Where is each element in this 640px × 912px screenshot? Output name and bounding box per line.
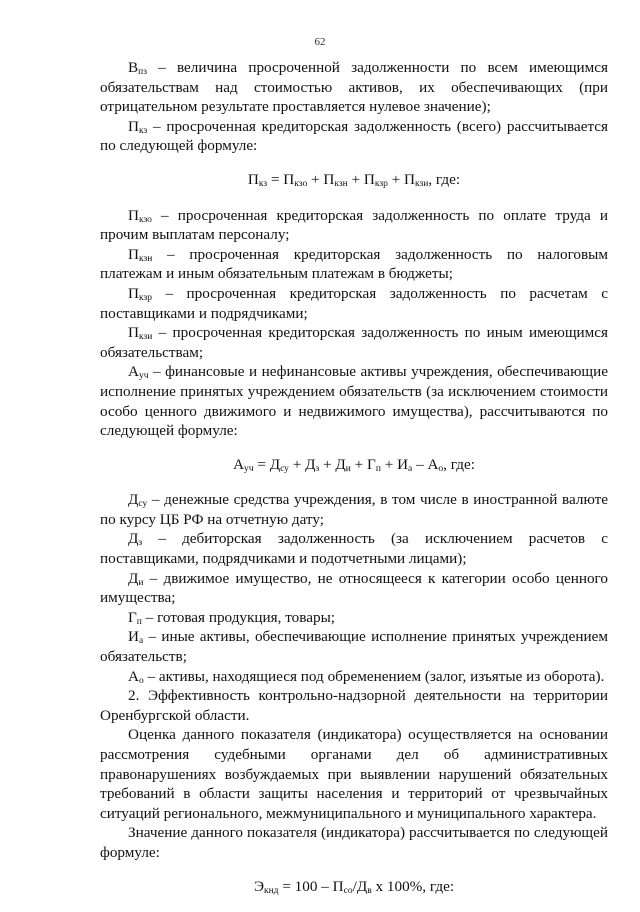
symbol-subscript: и <box>138 577 144 588</box>
formula-term: + Д <box>288 455 316 473</box>
symbol-subscript: о <box>138 675 144 686</box>
body-paragraph: Оценка данного показателя (индикатора) осуществляется на основании рассмотрения судебными органами дел об административных правонарушениях возбуждаемых при выявлении нарушений обязательных требований в области защиты населения и территорий от чрезвычайных ситуаций регионального, межмуниципального и муниципального характера. <box>100 726 608 822</box>
definition-paragraph <box>100 627 608 666</box>
formula-subscript: и <box>345 463 351 474</box>
symbol-subscript: кзо <box>138 214 152 225</box>
formula-subscript: кнд <box>263 885 279 896</box>
formula-term: + Д <box>319 455 346 473</box>
symbol: Д <box>128 491 139 509</box>
formula-term: х 100%, где: <box>371 877 455 895</box>
definition-text: – готовая продукция, товары; <box>141 608 336 626</box>
formula-term: – А <box>412 455 439 473</box>
symbol: Д <box>128 530 139 548</box>
formula-subscript: кзр <box>374 178 388 189</box>
definition-paragraph <box>100 245 608 284</box>
symbol: П <box>128 206 139 224</box>
formula-subscript: в <box>367 885 372 896</box>
symbol-subscript: кзи <box>138 332 153 343</box>
symbol: В <box>128 59 139 76</box>
symbol-subscript: кзн <box>138 253 153 264</box>
formula-term: = П <box>267 170 295 188</box>
definition-text: – дебиторская задолженность (за исключением расчетов с поставщиками, подрядчиками и подотчетными лицами); <box>100 530 608 568</box>
formula-term: , где: <box>428 170 461 188</box>
symbol: А <box>128 667 139 685</box>
definition-text: – просроченная кредиторская задолженность по расчетам с поставщиками и подрядчиками; <box>100 284 608 322</box>
definition-paragraph <box>100 608 608 628</box>
definition-text: – просроченная кредиторская задолженность по иным имеющимся обязательствам; <box>100 324 608 361</box>
formula-term: П <box>247 170 259 188</box>
definition-text: – активы, находящиеся под обременением (залог, изъятые из оборота). <box>143 667 605 685</box>
definition-paragraph <box>100 569 608 608</box>
formula-subscript: уч <box>244 463 254 474</box>
formula-term: + П <box>307 170 335 188</box>
symbol-subscript: су <box>138 499 148 510</box>
formula-subscript: а <box>408 463 413 474</box>
symbol: П <box>128 245 139 263</box>
definition-paragraph <box>100 206 608 245</box>
formula-term: , где: <box>443 455 475 473</box>
definition-text: – движимое имущество, не относящееся к категории особо ценного имущества; <box>100 569 608 607</box>
page-number: 62 <box>314 36 326 48</box>
symbol: А <box>128 363 139 381</box>
definition-text: – иные активы, обеспечивающие исполнение принятых учреждением обязательств; <box>100 628 608 666</box>
symbol-subscript: кзр <box>138 292 152 303</box>
formula-term: = Д <box>253 455 281 473</box>
formula-subscript: кз <box>258 178 268 189</box>
formula-subscript: кзн <box>334 178 348 189</box>
formula <box>100 877 608 897</box>
definition-paragraph <box>100 284 608 323</box>
formula-term: + П <box>387 170 415 188</box>
symbol: И <box>128 628 139 646</box>
formula-term: /Д <box>352 877 368 895</box>
formula-subscript: п <box>375 463 381 474</box>
formula-term: + И <box>380 455 409 473</box>
formula-subscript: о <box>438 463 444 474</box>
definition-text: – просроченная кредиторская задолженность (всего) рассчитывается по следующей формуле: <box>100 117 608 155</box>
definition-text: – денежные средства учреждения, в том числе в иностранной валюте по курсу ЦБ РФ на отчетную дату; <box>100 491 608 528</box>
formula-subscript: кзи <box>414 178 429 189</box>
formula <box>100 455 608 475</box>
symbol: П <box>128 324 139 342</box>
body-paragraph: Значение данного показателя (индикатора) рассчитывается по следующей формуле: <box>100 824 608 861</box>
formula-term: + Г <box>350 455 376 473</box>
definition-paragraph <box>100 323 608 362</box>
formula-subscript: з <box>315 463 320 474</box>
definition-paragraph <box>100 490 608 529</box>
definition-text: – просроченная кредиторская задолженность по налоговым платежам и иным обязательным платежам в бюджеты; <box>100 245 608 283</box>
formula-subscript: су <box>280 463 289 474</box>
symbol-subscript: уч <box>138 371 149 382</box>
definition-text: – финансовые и нефинансовые активы учреждения, обеспечивающие исполнение принятых учреждением обязательств (за исключением стоимости особо ценного движимого и недвижимого имущества), рассчитываются по следующей формуле: <box>100 363 608 440</box>
symbol-subscript: кз <box>138 125 148 136</box>
formula <box>100 170 608 190</box>
definition-paragraph <box>100 58 608 117</box>
definition-text: – просроченная кредиторская задолженность по оплате труда и прочим выплатам персоналу; <box>100 206 608 244</box>
symbol-subscript: пз <box>138 67 147 77</box>
formula-subscript: со <box>343 885 353 896</box>
formula-term: + П <box>347 170 375 188</box>
symbol-subscript: п <box>136 616 142 627</box>
document-body <box>100 58 608 912</box>
symbol: Д <box>128 569 139 587</box>
formula-subscript: кзо <box>294 178 308 189</box>
formula-term: А <box>233 455 245 473</box>
definition-paragraph <box>100 362 608 440</box>
formula-term: Э <box>253 877 264 895</box>
symbol: Г <box>128 608 137 626</box>
symbol-subscript: з <box>138 538 143 549</box>
definition-paragraph <box>100 117 608 156</box>
body-paragraph: 2. Эффективность контрольно-надзорной деятельности на территории Оренбургской области. <box>100 687 608 724</box>
symbol: П <box>128 284 139 302</box>
definition-text: – величина просроченной задолженности по всем имеющимся обязательствам над стоимостью активов, их обеспечивающих (при отрицательном результате проставляется нулевое значение); <box>100 59 608 116</box>
symbol: П <box>128 117 139 135</box>
formula-term: = 100 – П <box>278 877 344 895</box>
definition-paragraph <box>100 667 608 687</box>
symbol-subscript: а <box>138 636 144 647</box>
definition-paragraph <box>100 529 608 568</box>
